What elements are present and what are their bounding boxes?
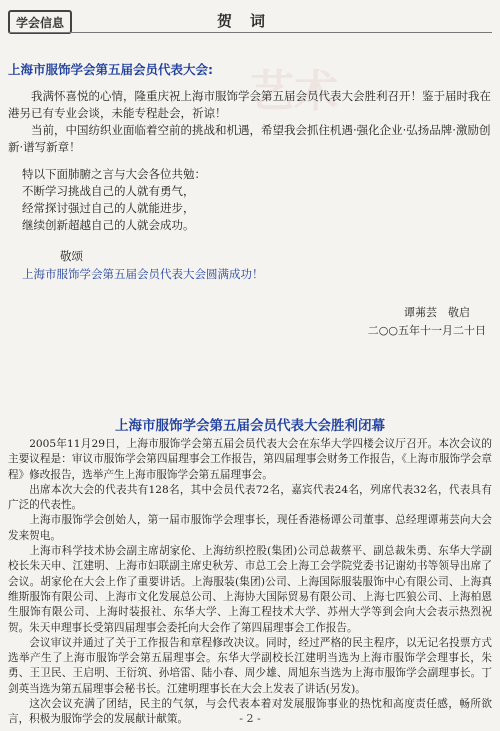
verse-line-2: 经常探讨强过自己的人就能进步， [22, 201, 195, 215]
letter-paragraph-1: 我满怀喜悦的心情，隆重庆祝上海市服饰学会第五届会员代表大会胜利召开！鉴于届时我在港另已有专业会谈，未能专程赴会，祈谅！ [8, 89, 491, 120]
article-paragraph-5: 会议审议并通过了关于工作报告和章程修改决议。同时，经过严格的民主程序，以无记名投票方式选举产生了上海市服饰学会第五届理事会。东华大学副校长江建明当选为上海市服饰学会理事长，朱勇、王卫民、王启明、王衍筑、孙培雷、陆小春、周少雄、周旭东当选为上海市服饰学会副理事长。丁剑英当选为第五届理事会秘书长。江建明理事长在大会上发表了讲话(另发)。 [8, 636, 492, 695]
letter-salutation: 上海市服饰学会第五届会员代表大会: [8, 62, 213, 77]
verse-line-1: 不断学习挑战自己的人就有勇气， [22, 184, 195, 198]
letter-paragraph-2: 当前，中国纺织业面临着空前的挑战和机遇，希望我会抓住机遇·强化企业·弘扬品牌·激励创新·谱写新章！ [8, 123, 491, 154]
page-title: 贺词 [216, 12, 283, 30]
article-paragraph-1: 2005年11月29日，上海市服饰学会第五届会员代表大会在东华大学四楼会议厅召开。本次会议的主要议程是：审议市服饰学会第四届理事会工作报告，第四届理事会财务工作报告，《上海市服饰学会章程》修改报告，选举产生上海市服饰学会第五届理事会。 [8, 438, 492, 481]
header-divider [8, 32, 492, 33]
show-through-shadow: 艺术 [250, 66, 338, 117]
article-paragraph-3: 上海市服饰学会创始人，第一届市服饰学会理事长，现任香港杨谭公司董事、总经理谭茀芸向大会发来贺电。 [8, 514, 492, 542]
letter-date: 二○○五年十一月二十日 [367, 324, 486, 337]
salute-word: 敬颂 [60, 249, 83, 263]
article-body [8, 437, 492, 728]
section-tag: 学会信息 [8, 10, 72, 34]
closing-wish: 上海市服饰学会第五届会员代表大会圆满成功！ [22, 267, 264, 281]
article-paragraph-4: 上海市科学技术协会副主席胡家伦、上海纺织控股(集团)公司总裁蔡平、副总裁朱勇、东华大学副校长朱天申、江建明、上海市妇联副主席史秋芳、市总工会上海工会学院党委书记谢幼书等领导出席了会议。胡家伦在大会上作了重要讲话。上海服装(集团)公司、上海国际服装服饰中心有限公司、上海真维斯服饰有限公司、上海市文化发展总公司、上海协大国际贸易有限公司、上海七匹狼公司、上海柏恩生服饰有限公司、上海时装报社、东华大学、上海工程技术大学、苏州大学等到会向大会表示热烈祝贺。朱天申理事长受第四届理事会委托向大会作了第四届理事会工作报告。 [8, 545, 492, 634]
verse-line-3: 继续创新超越自己的人就会成功。 [22, 218, 195, 232]
verse-intro: 特以下面肺腑之言与大会各位共勉： [22, 167, 206, 181]
page-number: - 2 - [239, 712, 261, 725]
article-paragraph-2: 出席本次大会的代表共有128名，其中会员代表72名，嘉宾代表24名，列席代表32名，代表具有广泛的代表性。 [8, 483, 492, 512]
article-paragraph-6: 这次会议充满了团结，民主的气氛，与会代表本着对发展服饰事业的热忱和高度责任感，畅所欲言，积极为服饰学会的发展献计献策。 [8, 698, 492, 726]
signature: 谭茀芸 敬启 [404, 306, 470, 319]
article-title: 上海市服饰学会第五届会员代表大会胜利闭幕 [115, 418, 385, 434]
